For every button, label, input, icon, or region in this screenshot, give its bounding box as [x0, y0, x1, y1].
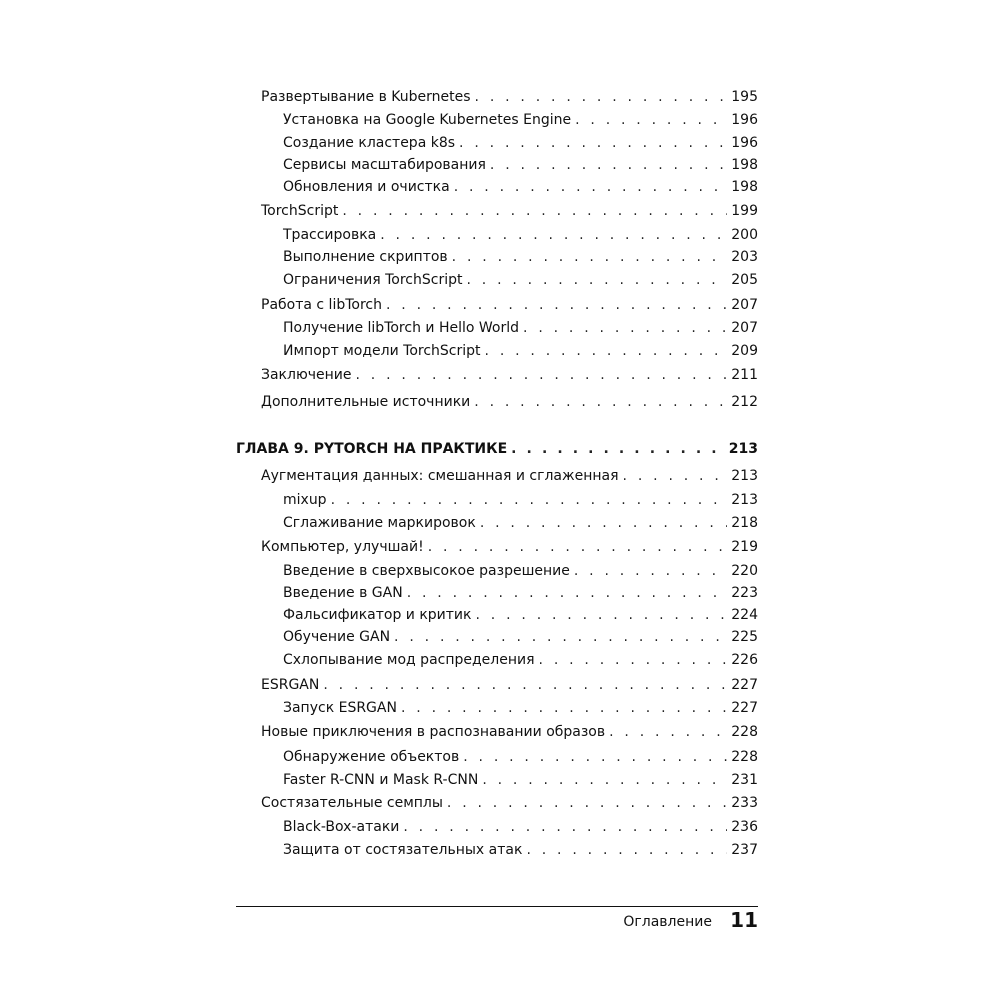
toc-entry-page: 228: [731, 749, 758, 765]
toc-entry-title: Заключение: [261, 367, 352, 383]
dot-leader: [490, 156, 727, 174]
dot-leader: [331, 491, 728, 509]
toc-entry-title: Компьютер, улучшай!: [261, 539, 424, 555]
dot-leader: [475, 88, 728, 106]
toc-entry-page: 211: [731, 367, 758, 383]
toc-entry-page: 207: [731, 320, 758, 336]
toc-entry-title: Установка на Google Kubernetes Engine: [283, 112, 572, 128]
footer-section-label: Оглавление: [623, 914, 712, 930]
toc-entry: [283, 699, 758, 717]
toc-entry: [261, 202, 758, 220]
toc-entry-page: 212: [731, 394, 758, 410]
toc-entry-page: 213: [731, 468, 758, 484]
toc-entry: [283, 514, 758, 532]
toc-entry-title: Введение в сверхвысокое разрешение: [283, 563, 570, 579]
toc-entry-title: ESRGAN: [261, 677, 320, 693]
dot-leader: [386, 296, 727, 314]
toc-entry-page: 227: [731, 700, 758, 716]
toc-entry: [261, 538, 758, 556]
toc-entry-page: 196: [731, 135, 758, 151]
toc-entry: [283, 628, 758, 646]
toc-chapter-title: ГЛАВА 9. PYTORCH НА ПРАКТИКЕ: [236, 441, 508, 457]
toc-entry-title: Обнаружение объектов: [283, 749, 460, 765]
toc-entry: [261, 794, 758, 812]
dot-leader: [523, 319, 727, 337]
toc-entry-title: Дополнительные источники: [261, 394, 471, 410]
toc-entry: [283, 748, 758, 766]
dot-leader: [526, 841, 727, 859]
toc-entry-page: 227: [731, 677, 758, 693]
toc-entry: [283, 771, 758, 789]
toc-entry-title: Импорт модели TorchScript: [283, 343, 481, 359]
toc-entry: [283, 271, 758, 289]
toc-entry: [283, 651, 758, 669]
dot-leader: [539, 651, 728, 669]
toc-entry-page: 198: [731, 179, 758, 195]
toc-entry: [283, 319, 758, 337]
toc-entry-title: Работа с libTorch: [261, 297, 382, 313]
toc-entry-page: 233: [731, 795, 758, 811]
toc-entry-title: Black-Box-атаки: [283, 819, 400, 835]
toc-entry-title: Трассировка: [283, 227, 377, 243]
toc-entry: [283, 491, 758, 509]
toc-entry-page: 228: [731, 724, 758, 740]
dot-leader: [474, 393, 727, 411]
toc-entry-title: Сервисы масштабирования: [283, 157, 486, 173]
toc-entry-page: 195: [731, 89, 758, 105]
toc-entry: [283, 342, 758, 360]
toc-entry-title: Развертывание в Kubernetes: [261, 89, 471, 105]
toc-entry-page: 196: [731, 112, 758, 128]
toc-entry: [283, 226, 758, 244]
toc-entry: [283, 606, 758, 624]
toc-entry-page: 209: [731, 343, 758, 359]
toc-entry-title: Новые приключения в распознавании образов: [261, 724, 606, 740]
toc-entry-title: Обучение GAN: [283, 629, 391, 645]
dot-leader: [459, 134, 727, 152]
toc-entry: [283, 248, 758, 266]
dot-leader: [485, 342, 728, 360]
toc-entry-title: TorchScript: [261, 203, 339, 219]
toc-entry: [283, 562, 758, 580]
dot-leader: [403, 818, 727, 836]
dot-leader: [476, 606, 728, 624]
toc-chapter-page: 213: [728, 441, 758, 457]
dot-leader: [466, 271, 727, 289]
toc-entry: [261, 723, 758, 741]
dot-leader: [463, 748, 727, 766]
toc-entry-title: Сглаживание маркировок: [283, 515, 476, 531]
toc-entry: [283, 841, 758, 859]
toc-entry-page: 225: [731, 629, 758, 645]
toc-entry: [261, 393, 758, 411]
toc-entry-title: Получение libTorch и Hello World: [283, 320, 520, 336]
toc-entry: [283, 156, 758, 174]
toc-entry-title: mixup: [283, 492, 327, 508]
dot-leader: [401, 699, 727, 717]
dot-leader: [452, 248, 728, 266]
dot-leader: [454, 178, 728, 196]
toc-entry-title: Состязательные семплы: [261, 795, 443, 811]
toc-entry-page: 224: [731, 607, 758, 623]
dot-leader: [574, 562, 727, 580]
toc-entry-title: Аугментация данных: смешанная и сглаженная: [261, 468, 619, 484]
dot-leader: [511, 440, 725, 458]
toc-entry-page: 203: [731, 249, 758, 265]
footer-page-number: 11: [730, 908, 758, 932]
dot-leader: [428, 538, 728, 556]
toc-entry-title: Выполнение скриптов: [283, 249, 448, 265]
toc-entry-page: 236: [731, 819, 758, 835]
toc-entry-page: 207: [731, 297, 758, 313]
toc-entry-page: 218: [731, 515, 758, 531]
toc-entry: [283, 178, 758, 196]
toc-entry-title: Фальсификатор и критик: [283, 607, 472, 623]
dot-leader: [482, 771, 727, 789]
toc-entry-page: 237: [731, 842, 758, 858]
toc-entry: [283, 111, 758, 129]
dot-leader: [447, 794, 727, 812]
footer-rule: [236, 906, 758, 907]
toc-entry-page: 198: [731, 157, 758, 173]
dot-leader: [342, 202, 727, 220]
toc-entry-page: 226: [731, 652, 758, 668]
toc-entry-page: 219: [731, 539, 758, 555]
toc-entry: [283, 134, 758, 152]
toc-entry: [283, 584, 758, 602]
toc-chapter-heading: [236, 440, 758, 458]
toc-entry: [261, 676, 758, 694]
dot-leader: [480, 514, 727, 532]
toc-entry-title: Защита от состязательных атак: [283, 842, 523, 858]
dot-leader: [407, 584, 728, 602]
toc-entry-title: Faster R-CNN и Mask R-CNN: [283, 772, 479, 788]
toc-entry-title: Схлопывание мод распределения: [283, 652, 535, 668]
toc-entry-page: 205: [731, 272, 758, 288]
toc-entry: [283, 818, 758, 836]
toc-entry: [261, 296, 758, 314]
toc-entry-title: Создание кластера k8s: [283, 135, 456, 151]
dot-leader: [609, 723, 727, 741]
toc-entry-page: 231: [731, 772, 758, 788]
dot-leader: [380, 226, 727, 244]
toc-entry: [261, 467, 758, 485]
toc-entry-title: Ограничения TorchScript: [283, 272, 463, 288]
dot-leader: [623, 467, 728, 485]
dot-leader: [575, 111, 727, 129]
toc-entry-page: 200: [731, 227, 758, 243]
toc-entry: [261, 88, 758, 106]
dot-leader: [356, 366, 728, 384]
toc-entry-page: 223: [731, 585, 758, 601]
toc-entry: [261, 366, 758, 384]
toc-entry-page: 220: [731, 563, 758, 579]
toc-entry-title: Введение в GAN: [283, 585, 403, 601]
toc-entry-title: Запуск ESRGAN: [283, 700, 397, 716]
toc-entry-page: 213: [731, 492, 758, 508]
toc-entry-title: Обновления и очистка: [283, 179, 450, 195]
dot-leader: [323, 676, 727, 694]
dot-leader: [394, 628, 727, 646]
toc-entry-page: 199: [731, 203, 758, 219]
